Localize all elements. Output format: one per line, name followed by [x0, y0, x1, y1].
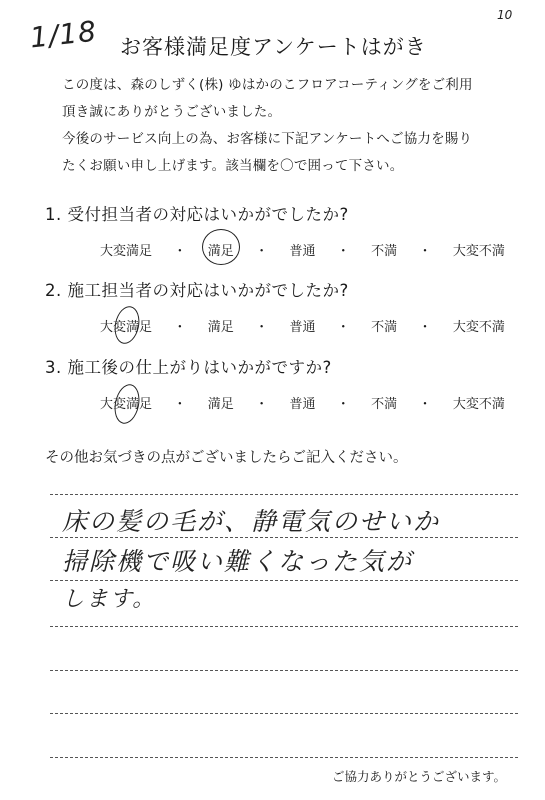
option-very-dissatisfied[interactable]: 大変不満: [452, 244, 505, 259]
selection-circle-mark: [202, 229, 240, 265]
option-separator: ・: [173, 397, 187, 412]
option-separator: ・: [255, 397, 269, 412]
handwritten-date: 1/18: [28, 14, 99, 55]
selection-circle-mark: [111, 382, 143, 426]
option-separator: ・: [336, 320, 350, 335]
intro-line: 頂き誠にありがとうございました。: [62, 104, 282, 120]
closing-thanks: ご協力ありがとうございます。: [332, 769, 507, 784]
intro-line: たくお願い申し上げます。該当欄を〇で囲って下さい。: [62, 158, 404, 174]
option-neutral[interactable]: 普通: [289, 397, 316, 412]
handwritten-comment-line: 掃除機で吸い難くなった気が: [62, 547, 414, 576]
question-2-options: [100, 316, 505, 335]
option-satisfied[interactable]: 満足: [207, 320, 234, 335]
option-separator: ・: [173, 320, 187, 335]
option-very-satisfied[interactable]: 大変満足: [100, 244, 153, 259]
comment-line: [50, 670, 518, 671]
option-neutral[interactable]: 普通: [289, 244, 316, 259]
question-1: 1. 受付担当者の対応はいかがでしたか?: [45, 205, 349, 224]
option-separator: ・: [418, 397, 432, 412]
option-dissatisfied[interactable]: 不満: [371, 320, 398, 335]
intro-line: この度は、森のしずく(株) ゆはかのこフロアコーティングをご利用: [62, 77, 473, 93]
option-separator: ・: [336, 244, 350, 259]
option-very-dissatisfied[interactable]: 大変不満: [452, 397, 505, 412]
handwritten-comment-line: します。: [62, 587, 157, 612]
handwritten-comment-line: 床の髪の毛が、静電気のせいか: [62, 507, 441, 536]
option-separator: ・: [173, 244, 187, 259]
option-dissatisfied[interactable]: 不満: [371, 397, 398, 412]
question-3-options: [100, 393, 505, 412]
selection-circle-mark: [111, 304, 142, 346]
option-very-satisfied[interactable]: 大変満足: [100, 397, 153, 412]
comment-line: [50, 626, 518, 627]
option-very-dissatisfied[interactable]: 大変不満: [452, 320, 505, 335]
option-satisfied[interactable]: 満足: [207, 397, 234, 412]
question-1-options: [100, 240, 505, 259]
option-dissatisfied[interactable]: 不満: [371, 244, 398, 259]
page-number: 10: [497, 8, 513, 22]
page-title: お客様満足度アンケートはがき: [120, 35, 427, 59]
question-3: 3. 施工後の仕上がりはいかがですか?: [45, 358, 332, 377]
comment-line: [50, 713, 518, 714]
option-separator: ・: [418, 320, 432, 335]
comment-line: [50, 580, 518, 581]
question-2: 2. 施工担当者の対応はいかがでしたか?: [45, 281, 349, 300]
intro-line: 今後のサービス向上の為、お客様に下記アンケートへご協力を賜り: [62, 131, 473, 147]
option-satisfied[interactable]: 満足: [207, 244, 234, 259]
comment-line: [50, 757, 518, 758]
option-separator: ・: [255, 320, 269, 335]
comment-prompt: その他お気づきの点がございましたらご記入ください。: [45, 450, 408, 466]
option-very-satisfied[interactable]: 大変満足: [100, 320, 153, 335]
option-separator: ・: [255, 244, 269, 259]
comment-line: [50, 494, 518, 495]
option-neutral[interactable]: 普通: [289, 320, 316, 335]
option-separator: ・: [336, 397, 350, 412]
option-separator: ・: [418, 244, 432, 259]
